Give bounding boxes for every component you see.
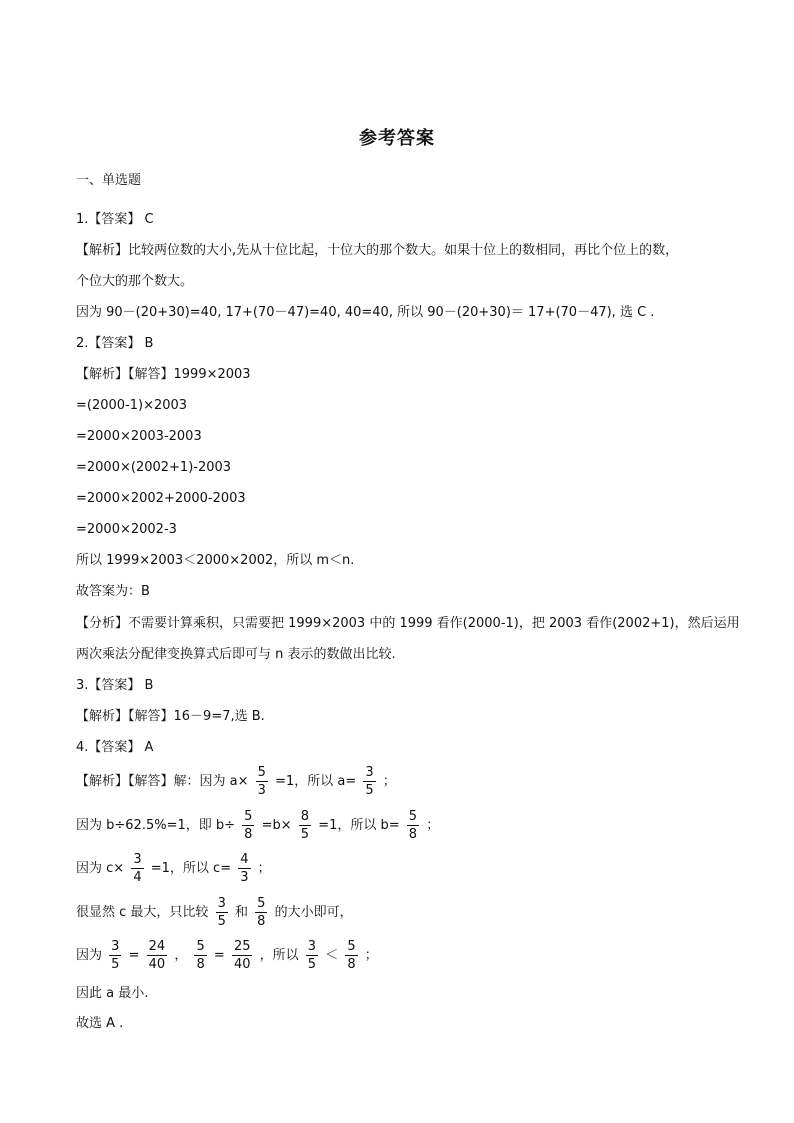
denominator: 5	[111, 957, 120, 972]
text: =1，所以 b=	[318, 818, 400, 833]
fraction	[131, 853, 143, 884]
numerator: 3	[365, 765, 374, 780]
q2-line7: 所以 1999×2003＜2000×2002，所以 m＜n.	[76, 553, 355, 568]
numerator: 3	[217, 896, 226, 911]
q1-analysis-line2: 个位大的那个数大。	[76, 274, 194, 289]
numerator: 3	[307, 939, 317, 954]
numerator: 5	[257, 765, 266, 780]
fraction	[256, 766, 268, 797]
q2-analysis-line1: 【分析】不需要计算乘积，只需要把 1999×2003 中的 1999 看作(2000-1)，把 2003 看作(2002+1)，然后运用	[76, 616, 740, 631]
numerator: 8	[300, 809, 310, 824]
q1-answer: 1.【答案】 C	[76, 212, 154, 227]
denominator: 5	[217, 914, 226, 929]
q4-line6: 因此 a 最小.	[76, 986, 149, 1001]
numerator: 25	[233, 939, 251, 954]
q2-answer: 2.【答案】 B	[76, 336, 154, 351]
numerator: 24	[148, 939, 166, 954]
numerator: 3	[111, 939, 120, 954]
text: =1，所以 a=	[275, 774, 357, 789]
q4-row4	[76, 897, 353, 928]
fraction	[194, 940, 206, 971]
numerator: 5	[257, 896, 266, 911]
numerator: 4	[240, 852, 249, 867]
q4-row3	[76, 853, 271, 884]
text: ，	[174, 948, 188, 963]
fraction	[216, 897, 228, 928]
q2-line2: =(2000-1)×2003	[76, 398, 188, 413]
text: =1，所以 c=	[150, 861, 232, 876]
denominator: 3	[257, 783, 266, 798]
q4-answer: 4.【答案】 A	[76, 740, 154, 755]
text: 因为 b÷62.5%=1，即 b÷	[76, 818, 236, 833]
numerator: 5	[347, 939, 356, 954]
fraction	[407, 810, 419, 841]
text: 和	[234, 905, 248, 920]
text: 很显然 c 最大，只比较	[76, 905, 209, 920]
fraction	[147, 940, 168, 971]
q2-line6: =2000×2002-3	[76, 522, 177, 537]
text: ；	[364, 948, 378, 963]
denominator: 5	[307, 957, 317, 972]
denominator: 8	[257, 914, 266, 929]
denominator: 3	[240, 870, 249, 885]
text: =	[213, 948, 225, 963]
fraction	[363, 766, 375, 797]
fraction	[255, 897, 267, 928]
q1-analysis-line1: 【解析】比较两位数的大小,先从十位比起，十位大的那个数大。如果十位上的数相同，再比个位上的数，	[76, 243, 679, 258]
q2-line8: 故答案为：B	[76, 584, 150, 599]
numerator: 5	[244, 809, 253, 824]
denominator: 8	[347, 957, 356, 972]
text: 的大小即可，	[274, 905, 353, 920]
q3-line1: 【解析】【解答】16－9=7,选 B.	[76, 709, 265, 724]
text: 因为	[76, 948, 103, 963]
fraction	[238, 853, 250, 884]
fraction	[299, 810, 311, 841]
fraction	[109, 940, 121, 971]
text: =	[128, 948, 140, 963]
q2-line4: =2000×(2002+1)-2003	[76, 460, 232, 475]
q2-analysis-line2: 两次乘法分配律变换算式后即可与 n 表示的数做出比较.	[76, 647, 396, 662]
fraction	[232, 940, 253, 971]
denominator: 40	[148, 957, 166, 972]
q4-line7: 故选 A .	[76, 1016, 124, 1031]
denominator: 8	[408, 827, 418, 842]
q2-line5: =2000×2002+2000-2003	[76, 491, 246, 506]
q2-line1: 【解析】【解答】1999×2003	[76, 367, 251, 382]
q4-row5	[76, 940, 378, 971]
text: ＜	[325, 948, 339, 963]
text: ；	[426, 818, 440, 833]
denominator: 4	[133, 870, 142, 885]
section-heading: 一、单选题	[76, 173, 142, 188]
denominator: 8	[196, 957, 205, 972]
denominator: 5	[365, 783, 374, 798]
text: ；	[382, 774, 396, 789]
q4-row1	[76, 766, 396, 797]
fraction	[345, 940, 357, 971]
numerator: 5	[196, 939, 205, 954]
numerator: 5	[408, 809, 418, 824]
fraction	[306, 940, 318, 971]
q1-explanation: 因为 90－(20+30)=40, 17+(70－47)=40, 40=40, 所以 90－(20+30)＝ 17+(70－47), 选 C .	[76, 305, 655, 320]
fraction	[242, 810, 254, 841]
page-title: 参考答案	[359, 128, 435, 149]
text: 因为 c×	[76, 861, 125, 876]
q2-line3: =2000×2003-2003	[76, 429, 202, 444]
text: ，所以	[259, 948, 299, 963]
text: =b×	[261, 818, 292, 833]
denominator: 40	[233, 957, 251, 972]
q3-answer: 3.【答案】 B	[76, 678, 154, 693]
q4-row2	[76, 810, 439, 841]
denominator: 8	[244, 827, 253, 842]
denominator: 5	[300, 827, 310, 842]
text: 【解析】【解答】解：因为 a×	[76, 774, 249, 789]
text: ；	[257, 861, 271, 876]
numerator: 3	[133, 852, 142, 867]
